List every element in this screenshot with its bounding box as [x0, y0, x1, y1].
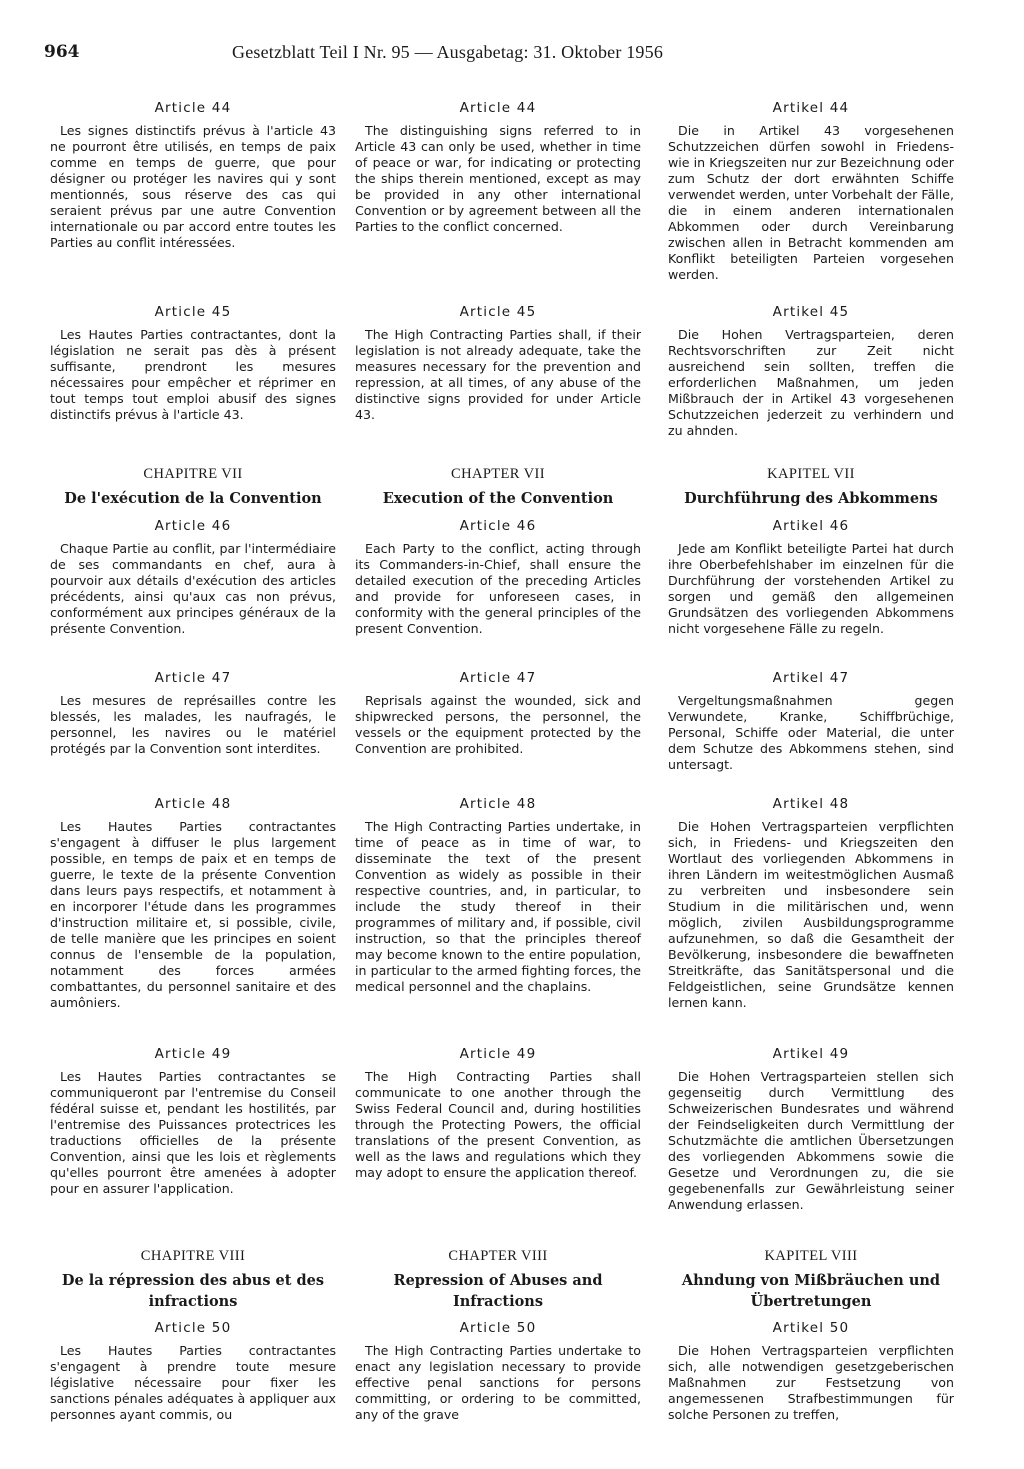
article-heading: Article 45 — [154, 304, 232, 320]
article-47-block — [355, 670, 641, 757]
article-heading: Article 47 — [459, 670, 537, 686]
chapter-8-block — [668, 1248, 954, 1320]
article-heading: Article 47 — [154, 670, 232, 686]
chapter-title: Ahndung von Mißbräuchen und Übertretungen — [681, 1272, 941, 1310]
chapter-label: CHAPITRE VIII — [140, 1248, 246, 1264]
chapter-title: De la répression des abus et des infractions — [61, 1272, 325, 1310]
article-48-block — [355, 796, 641, 995]
article-text: The High Contracting Parties undertake, in time of peace as in time of war, to disseminate the text of the present Convention as widely as possible in their respective countries, and, in particular, to include the study thereof in their programmes of military and, if possible, civil instruction, so that the principles thereof may become known to the entire population, in particular to the armed fighting forces, the medical personnel and the chaplains. — [355, 819, 641, 994]
article-heading: Article 48 — [154, 796, 232, 812]
chapter-title: Execution of the Convention — [382, 490, 614, 507]
article-text: Die Hohen Vertragsparteien verpflichten sich, alle notwendigen gesetzgeberischen Maßnahmen zur Festsetzung von angemessenen Strafbestimmungen für solche Personen zu treffen, — [668, 1343, 954, 1422]
article-47-block — [668, 670, 954, 773]
article-text: Vergeltungsmaßnahmen gegen Verwundete, Kranke, Schiffbrüchige, Personal, Schiffe oder Material, die unter dem Schutze des Abkommens stehen, sind untersagt. — [668, 693, 954, 772]
article-heading: Article 44 — [459, 100, 537, 116]
article-text: Die Hohen Vertragsparteien verpflichten sich, in Friedens- und Kriegszeiten den Wortlaut des vorliegenden Abkommens in ihren Ländern im weitestmöglichen Ausmaß zu verbreiten und insbesondere sein Studium in die militärischen und, wenn möglich, zivilen Ausbildungsprogramme aufzunehmen, so daß die Gesamtheit der Bevölkerung, insbesondere die bewaffneten Streitkräfte, das Sanitätspersonal und die Feldgeistlichen, seine Grundsätze kennen lernen kann. — [668, 819, 954, 1010]
chapter-8-block — [50, 1248, 336, 1320]
article-heading: Artikel 48 — [772, 796, 850, 812]
article-text: Les signes distinctifs prévus à l'article 43 ne pourront être utilisés, en temps de paix comme en temps de guerre, que pour désigner ou protéger les navires qui y sont mentionnés, sous réserve des cas qui seraient prévus par une autre Convention internationale ou par accord entre toutes les Parties au conflit intéressées. — [50, 123, 336, 250]
article-heading: Article 49 — [459, 1046, 537, 1062]
article-text: Les Hautes Parties contractantes, dont la législation ne serait pas dès à présent suffisante, prendront les mesures nécessaires pour empêcher et réprimer en tout temps tout emploi abusif des signes distinctifs prévus à l'article 43. — [50, 327, 336, 422]
article-heading: Article 50 — [459, 1320, 537, 1336]
page-header-title: Gesetzblatt Teil I Nr. 95 — Ausgabetag: 31. Oktober 1956 — [232, 42, 664, 62]
chapter-label: KAPITEL VII — [767, 466, 855, 482]
article-text: The High Contracting Parties undertake to enact any legislation necessary to provide effective penal sanctions for persons committing, or ordering to be committed, any of the grave — [355, 1343, 641, 1422]
article-50-block — [668, 1320, 954, 1423]
article-heading: Article 48 — [459, 796, 537, 812]
chapter-label: CHAPTER VIII — [448, 1248, 548, 1264]
article-49-block — [50, 1046, 336, 1197]
article-44-block — [50, 100, 336, 251]
article-48-block — [50, 796, 336, 1011]
article-text: Die Hohen Vertragsparteien, deren Rechtsvorschriften zur Zeit nicht ausreichend sein sollten, treffen die erforderlichen Maßnahmen, um jeden Mißbrauch der in Artikel 43 vorgesehenen Schutzzeichen jederzeit zu verhindern und zu ahnden. — [668, 327, 954, 438]
article-heading: Artikel 47 — [772, 670, 850, 686]
article-text: The distinguishing signs referred to in Article 43 can only be used, whether in time of peace or war, for indicating or protecting the ships therein mentioned, except as may be provided in any other international Convention or by agreement between all the Parties to the conflict concerned. — [355, 123, 641, 234]
article-49-block — [355, 1046, 641, 1181]
chapter-8-block — [355, 1248, 641, 1320]
article-45-block — [355, 304, 641, 423]
article-text: Les Hautes Parties contractantes se communiqueront par l'entremise du Conseil fédéral suisse et, pendant les hostilités, par l'entremise des Puissances protectrices les traductions officielles de la présente Convention, ainsi que les lois et règlements qu'elles pourront être amenées à adopter pour en assurer l'application. — [50, 1069, 336, 1196]
chapter-label: CHAPITRE VII — [143, 466, 243, 482]
article-heading: Article 49 — [154, 1046, 232, 1062]
article-text: Die Hohen Vertragsparteien stellen sich gegenseitig durch Vermittlung des Schweizerischen Bundesrates und während der Feindseligkeiten durch Vermittlung der Schutzmächte die amtlichen Übersetzungen des vorliegenden Abkommens sowie die Gesetze und Verordnungen zu, die sie gegebenenfalls zur Gewährleistung seiner Anwendung erlassen. — [668, 1069, 954, 1212]
article-heading: Article 46 — [459, 518, 537, 534]
article-48-block — [668, 796, 954, 1011]
chapter-title: Repression of Abuses and Infractions — [393, 1272, 603, 1310]
article-45-block — [668, 304, 954, 439]
article-46-block — [50, 518, 336, 637]
article-50-block — [50, 1320, 336, 1423]
chapter-7-block — [50, 466, 336, 517]
chapter-title: Durchführung des Abkommens — [684, 490, 938, 507]
article-text: Jede am Konflikt beteiligte Partei hat durch ihre Oberbefehlshaber im einzelnen für die Durchführung der vorstehenden Artikel zu sorgen und gemäß den allgemeinen Grundsätzen des vorliegenden Abkommens nicht vorgesehene Fälle zu regeln. — [668, 541, 954, 636]
article-heading: Artikel 44 — [772, 100, 850, 116]
article-49-block — [668, 1046, 954, 1213]
article-46-block — [668, 518, 954, 637]
article-text: Each Party to the conflict, acting through its Commanders-in-Chief, shall ensure the detailed execution of the preceding Articles and provide for unforeseen cases, in conformity with the general principles of the present Convention. — [355, 541, 641, 636]
article-45-block — [50, 304, 336, 423]
article-heading: Article 50 — [154, 1320, 232, 1336]
article-text: Reprisals against the wounded, sick and shipwrecked persons, the personnel, the vessels or the equipment protected by the Convention are prohibited. — [355, 693, 641, 756]
chapter-title: De l'exécution de la Convention — [64, 490, 322, 507]
article-heading: Artikel 49 — [772, 1046, 850, 1062]
article-text: The High Contracting Parties shall, if their legislation is not already adequate, take the measures necessary for the prevention and repression, at all times, of any abuse of the distinctive signs provided for under Article 43. — [355, 327, 641, 422]
chapter-label: CHAPTER VII — [451, 466, 545, 482]
article-44-block — [355, 100, 641, 235]
article-text: Les Hautes Parties contractantes s'engagent à diffuser le plus largement possible, en temps de paix et en temps de guerre, le texte de la présente Convention dans leurs pays respectifs, et notamment à en incorporer l'étude dans les programmes d'instruction militaire et, si possible, civile, de telle manière que les principes en soient connus de l'ensemble de la population, notamment des forces armées combattantes, du personnel sanitaire et des aumôniers. — [50, 819, 336, 1010]
article-heading: Article 44 — [154, 100, 232, 116]
article-heading: Artikel 50 — [772, 1320, 850, 1336]
article-heading: Article 46 — [154, 518, 232, 534]
chapter-label: KAPITEL VIII — [764, 1248, 858, 1264]
article-47-block — [50, 670, 336, 757]
article-heading: Article 45 — [459, 304, 537, 320]
article-heading: Artikel 45 — [772, 304, 850, 320]
article-46-block — [355, 518, 641, 637]
article-44-block — [668, 100, 954, 283]
page-header — [44, 42, 984, 72]
article-text: The High Contracting Parties shall communicate to one another through the Swiss Federal Council and, during hostilities through the Protecting Powers, the official translations of the present Convention, as well as the laws and regulations which they may adopt to ensure the application thereof. — [355, 1069, 641, 1180]
article-50-block — [355, 1320, 641, 1423]
page-number: 964 — [44, 42, 80, 62]
chapter-7-block — [668, 466, 954, 517]
article-text: Les Hautes Parties contractantes s'engagent à prendre toute mesure législative nécessaire pour fixer les sanctions pénales adéquates à appliquer aux personnes ayant commis, ou — [50, 1343, 337, 1422]
article-text: Die in Artikel 43 vorgesehenen Schutzzeichen dürfen sowohl in Friedens- wie in Kriegszeiten nur zur Bezeichnung oder zum Schutz der dort erwähnten Schiffe verwendet werden, unter Vorbehalt der Fälle, die in einem anderen internationalen Abkommen oder durch Vereinbarung zwischen allen in Betracht kommenden am Konflikt beteiligten Parteien vorgesehen werden. — [668, 123, 954, 282]
article-heading: Artikel 46 — [772, 518, 850, 534]
article-text: Les mesures de représailles contre les blessés, les malades, les naufragés, le personnel, les navires ou le matériel protégés par la Convention sont interdites. — [50, 693, 336, 756]
article-text: Chaque Partie au conflit, par l'intermédiaire de ses commandants en chef, aura à pourvoir aux détails d'exécution des articles précédents, ainsi qu'aux cas non prévus, conformément aux principes généraux de la présente Convention. — [50, 541, 336, 636]
chapter-7-block — [355, 466, 641, 517]
